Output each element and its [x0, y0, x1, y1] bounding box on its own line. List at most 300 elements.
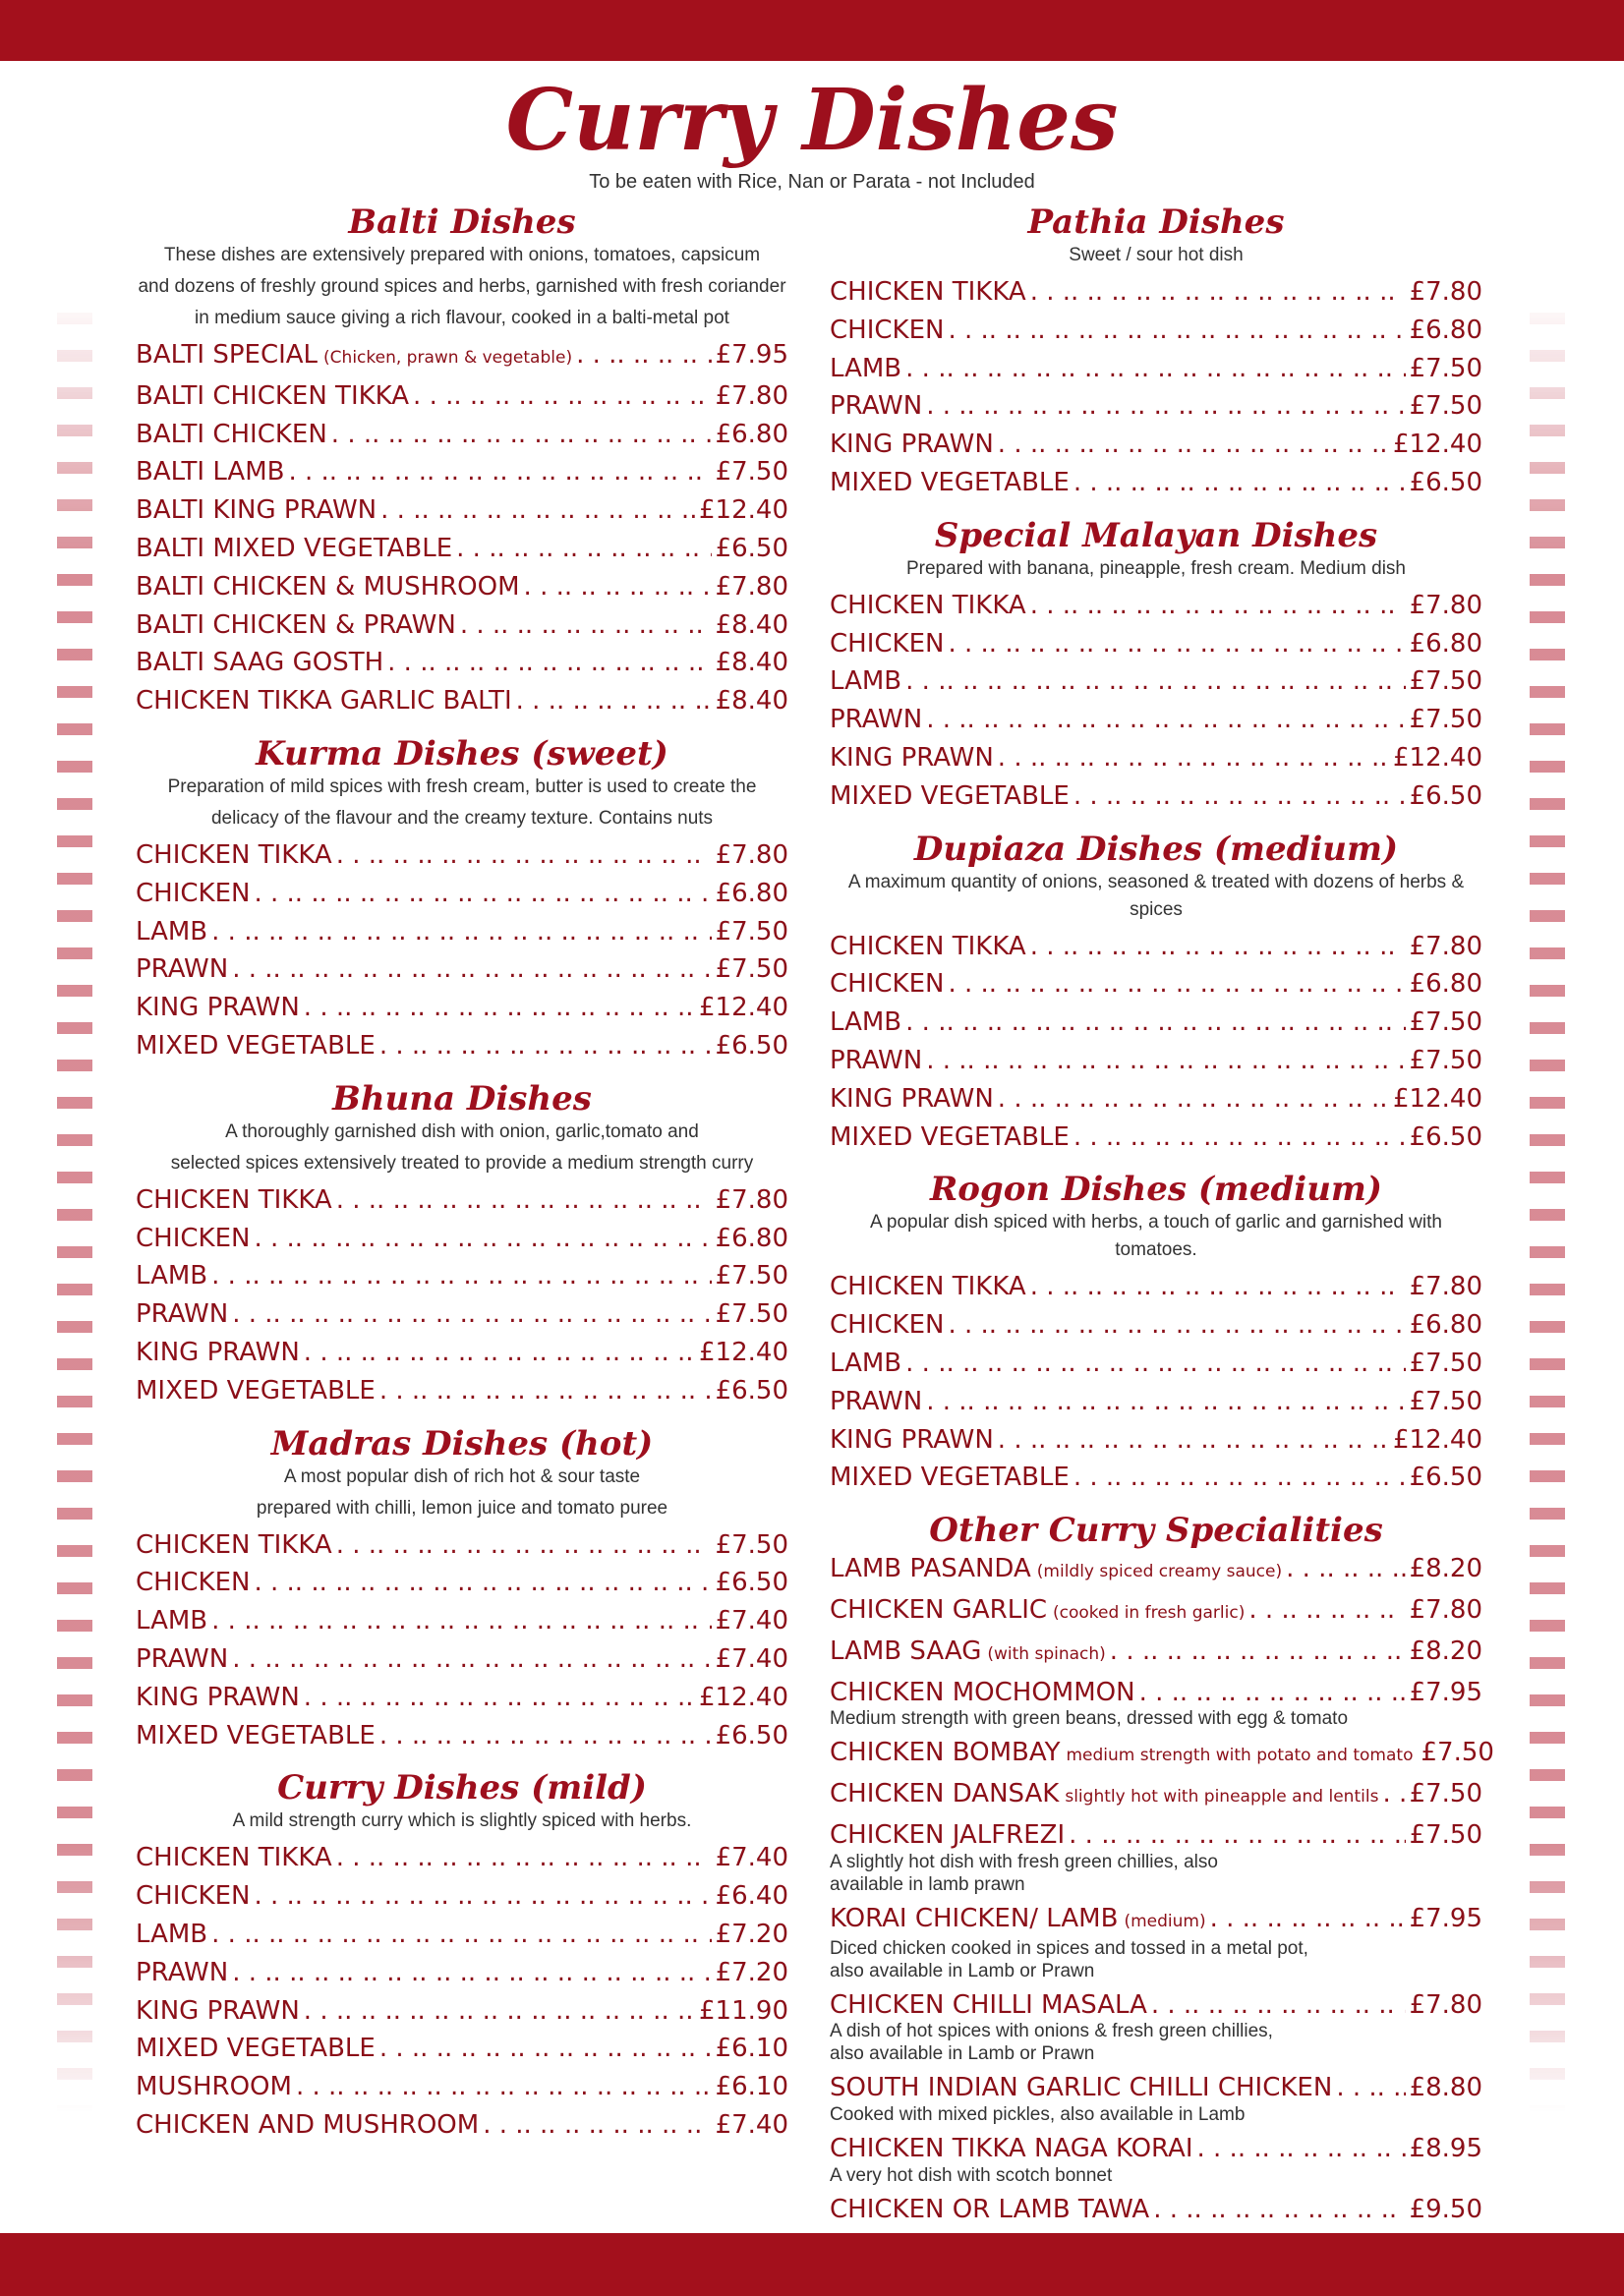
dot-leader — [304, 1992, 695, 2031]
dot-leader — [379, 1717, 712, 1755]
item-price: £7.80 — [1409, 1989, 1482, 2020]
item-price: £6.80 — [715, 878, 788, 908]
item-name: BALTI CHICKEN TIKKA — [136, 380, 410, 411]
dot-leader — [1110, 1633, 1406, 1671]
dot-leader — [1069, 1816, 1405, 1855]
item-name: MIXED VEGETABLE — [136, 1375, 376, 1406]
menu-item — [136, 1220, 788, 1258]
dot-leader — [460, 606, 712, 645]
dot-leader — [948, 1306, 1405, 1345]
dot-leader — [232, 1954, 711, 1992]
section-description: A thoroughly garnished dish with onion, garlic,tomato and — [225, 1120, 699, 1142]
item-name: CHICKEN OR LAMB TAWA — [830, 2194, 1150, 2224]
item-name: KING PRAWN — [136, 1337, 300, 1367]
dot-leader — [456, 530, 711, 568]
item-price: £7.80 — [1409, 931, 1482, 961]
menu-item — [136, 530, 788, 568]
item-price: £7.50 — [1409, 1779, 1482, 1809]
item-name: CHICKEN BOMBAY — [830, 1738, 1061, 1768]
section-curry-dishes-mild — [136, 1768, 788, 2144]
menu-item — [830, 1345, 1482, 1383]
dot-leader — [211, 913, 711, 951]
dot-leader — [232, 1640, 711, 1679]
item-note: slightly hot with pineapple and lentils — [1065, 1787, 1379, 1808]
section-rogon-dishes-medium — [830, 1170, 1482, 1511]
item-price: £6.50 — [715, 1375, 788, 1406]
menu-item — [830, 1674, 1482, 1712]
menu-item — [830, 1119, 1482, 1157]
item-price: £8.40 — [715, 648, 788, 678]
dot-leader — [380, 491, 695, 530]
item-name: MIXED VEGETABLE — [136, 2034, 376, 2064]
top-band — [0, 0, 1624, 61]
menu-item — [136, 568, 788, 606]
menu-item — [136, 1679, 788, 1717]
item-name: PRAWN — [136, 1643, 229, 1674]
item-price: £7.50 — [715, 916, 788, 947]
item-name: CHICKEN — [136, 878, 251, 908]
dot-leader — [1030, 928, 1406, 966]
dot-leader — [336, 836, 712, 875]
section-title: Pathia Dishes — [1027, 202, 1285, 242]
dot-leader — [1151, 1986, 1406, 2025]
item-price: £7.50 — [1421, 1738, 1494, 1768]
menu-item — [830, 1042, 1482, 1080]
dot-leader — [296, 2068, 712, 2106]
menu-item — [136, 1181, 788, 1220]
left-column — [136, 202, 788, 2145]
menu-item — [830, 1004, 1482, 1042]
dot-leader — [254, 1220, 711, 1258]
item-price: £6.80 — [1409, 969, 1482, 1000]
menu-item — [136, 1526, 788, 1565]
menu-item — [136, 416, 788, 454]
item-price: £12.40 — [699, 1682, 788, 1712]
item-name: CHICKEN — [830, 315, 945, 345]
menu-item — [136, 875, 788, 913]
dot-leader — [232, 950, 711, 989]
menu-item — [136, 1295, 788, 1334]
item-price: £8.40 — [715, 686, 788, 717]
item-price: £6.50 — [1409, 467, 1482, 497]
item-price: £11.90 — [699, 1995, 788, 2026]
section-title: Rogon Dishes (medium) — [930, 1170, 1382, 1210]
item-price: £7.40 — [715, 2109, 788, 2140]
menu-item — [830, 273, 1482, 312]
dot-leader — [948, 965, 1405, 1004]
item-name: KING PRAWN — [136, 1995, 300, 2026]
item-price: £7.50 — [1409, 1819, 1482, 1850]
menu-item — [830, 1775, 1482, 1816]
item-price: £6.80 — [715, 1223, 788, 1253]
item-price: £6.80 — [1409, 315, 1482, 345]
item-name: KING PRAWN — [830, 742, 994, 773]
section-title: Kurma Dishes (sweet) — [256, 733, 668, 774]
item-description: Diced chicken cooked in spices and tossed in a metal pot, — [830, 1937, 1308, 1959]
menu-item — [830, 2191, 1482, 2229]
menu-item — [136, 1602, 788, 1640]
dot-leader — [905, 1345, 1405, 1383]
section-description: in medium sauce giving a rich flavour, cooked in a balti-metal pot — [195, 308, 729, 328]
item-name: CHICKEN MOCHOMMON — [830, 1677, 1135, 1707]
menu-item — [830, 387, 1482, 426]
section-description: selected spices extensively treated to provide a medium strength curry — [170, 1152, 754, 1174]
item-note: (cooked in fresh garlic) — [1053, 1602, 1246, 1623]
item-name: MIXED VEGETABLE — [136, 1720, 376, 1751]
menu-item — [136, 1334, 788, 1372]
menu-item — [830, 1591, 1482, 1633]
item-name: LAMB — [830, 353, 902, 383]
menu-item — [830, 350, 1482, 388]
item-price: £7.80 — [1409, 1272, 1482, 1302]
item-price: £12.40 — [1393, 430, 1482, 460]
item-name: CHICKEN JALFREZI — [830, 1819, 1066, 1850]
menu-item — [830, 1421, 1482, 1460]
item-name: CHICKEN TIKKA NAGA KORAI — [830, 2134, 1193, 2164]
menu-item — [830, 2069, 1482, 2107]
menu-item — [136, 1027, 788, 1065]
menu-item — [136, 377, 788, 416]
section-madras-dishes-hot — [136, 1424, 788, 1769]
dot-leader — [1153, 2191, 1405, 2229]
item-name: CHICKEN TIKKA — [136, 1529, 332, 1560]
bottom-band — [0, 2233, 1624, 2296]
dot-leader — [1248, 1591, 1405, 1630]
menu-item — [830, 1080, 1482, 1119]
section-description: A mild strength curry which is slightly spiced with herbs. — [232, 1810, 692, 1832]
item-name: KING PRAWN — [830, 1424, 994, 1455]
menu-item — [136, 1372, 788, 1410]
item-name: LAMB — [830, 666, 902, 697]
dot-leader — [379, 2030, 712, 2068]
menu-item — [830, 1550, 1482, 1591]
menu-item — [136, 2106, 788, 2145]
menu-item — [136, 1839, 788, 1877]
dot-leader — [998, 1421, 1389, 1460]
item-name: CHICKEN — [136, 1223, 251, 1253]
item-price: £8.20 — [1409, 1636, 1482, 1666]
item-name: BALTI SAAG GOSTH — [136, 648, 384, 678]
item-name: CHICKEN TIKKA GARLIC BALTI — [136, 686, 512, 717]
item-price: £7.80 — [715, 839, 788, 870]
item-name: CHICKEN DANSAK — [830, 1779, 1060, 1809]
dot-leader — [254, 875, 711, 913]
item-name: KING PRAWN — [136, 993, 300, 1023]
item-price: £7.20 — [715, 1919, 788, 1949]
item-price: £12.40 — [1393, 1083, 1482, 1114]
menu-item — [136, 913, 788, 951]
section-title: Bhuna Dishes — [332, 1078, 592, 1119]
item-description: Cooked with mixed pickles, also available in Lamb — [830, 2104, 1246, 2126]
dot-leader — [1286, 1550, 1405, 1588]
dot-leader — [1030, 1268, 1406, 1306]
item-name: BALTI MIXED VEGETABLE — [136, 533, 453, 563]
menu-item — [830, 426, 1482, 464]
dot-leader — [254, 1564, 711, 1602]
dot-leader — [254, 1877, 711, 1916]
section-pathia-dishes — [830, 202, 1482, 516]
dot-leader — [905, 350, 1405, 388]
item-name: LAMB — [136, 1261, 208, 1292]
item-name: BALTI CHICKEN — [136, 419, 327, 449]
item-price: £6.40 — [715, 1881, 788, 1912]
item-name: LAMB — [136, 1919, 208, 1949]
menu-item — [830, 965, 1482, 1004]
left-border-decoration — [57, 295, 92, 2113]
item-price: £6.50 — [1409, 1121, 1482, 1152]
item-price: £7.80 — [1409, 1594, 1482, 1625]
item-price: £12.40 — [1393, 1424, 1482, 1455]
menu-item — [830, 587, 1482, 625]
section-description: A most popular dish of rich hot & sour taste — [283, 1465, 641, 1487]
section-description: delicacy of the flavour and the creamy texture. Contains nuts — [210, 807, 714, 829]
right-border-decoration — [1530, 295, 1565, 2113]
item-name: CHICKEN — [830, 1310, 945, 1341]
item-price: £6.50 — [715, 1720, 788, 1751]
menu-item — [136, 1954, 788, 1992]
dot-leader — [1197, 2130, 1406, 2168]
item-price: £6.50 — [715, 1568, 788, 1598]
item-name: LAMB PASANDA — [830, 1554, 1031, 1584]
dot-leader — [926, 1042, 1405, 1080]
item-price: £7.20 — [715, 1957, 788, 1987]
dot-leader — [304, 989, 695, 1027]
item-name: CHICKEN TIKKA — [136, 1843, 332, 1873]
item-name: KING PRAWN — [136, 1682, 300, 1712]
item-description: A dish of hot spices with onions & fresh green chillies, — [830, 2021, 1273, 2042]
item-price: £6.10 — [715, 2034, 788, 2064]
dot-leader — [1210, 1900, 1406, 1938]
menu-item — [136, 1257, 788, 1295]
item-name: PRAWN — [830, 705, 923, 735]
dot-leader — [232, 1295, 711, 1334]
item-name: MIXED VEGETABLE — [830, 780, 1070, 811]
menu-item — [830, 928, 1482, 966]
menu-item — [136, 989, 788, 1027]
section-other-curry-specialities — [830, 1511, 1494, 2267]
item-name: MIXED VEGETABLE — [830, 1463, 1070, 1493]
item-name: CHICKEN TIKKA — [830, 590, 1026, 620]
dot-leader — [379, 1027, 712, 1065]
dot-leader — [998, 739, 1389, 777]
dot-leader — [413, 377, 712, 416]
item-name: CHICKEN TIKKA — [136, 1184, 332, 1215]
section-description: Sweet / sour hot dish — [1069, 245, 1244, 265]
item-name: BALTI CHICKEN & MUSHROOM — [136, 571, 520, 602]
menu-item — [830, 701, 1482, 739]
section-title: Curry Dishes (mild) — [277, 1768, 647, 1808]
item-name: KING PRAWN — [830, 1083, 994, 1114]
item-description: A very hot dish with scotch bonnet — [830, 2164, 1113, 2186]
item-price: £7.50 — [1409, 1386, 1482, 1416]
item-price: £6.50 — [715, 1030, 788, 1061]
item-price: £12.40 — [1393, 742, 1482, 773]
dot-leader — [211, 1916, 711, 1954]
item-price: £7.80 — [1409, 590, 1482, 620]
dot-leader — [1336, 2069, 1405, 2107]
menu-item — [136, 336, 788, 377]
item-name: CHICKEN TIKKA — [830, 931, 1026, 961]
menu-item — [830, 1816, 1482, 1855]
item-price: £6.80 — [1409, 1310, 1482, 1341]
menu-item — [136, 1640, 788, 1679]
menu-item — [136, 491, 788, 530]
menu-item — [830, 739, 1482, 777]
menu-item — [136, 453, 788, 491]
item-price: £7.95 — [1409, 1903, 1482, 1933]
item-price: £7.95 — [715, 340, 788, 370]
section-title: Balti Dishes — [348, 202, 576, 242]
section-description: These dishes are extensively prepared with onions, tomatoes, capsicum — [163, 245, 761, 265]
item-name: CHICKEN — [136, 1881, 251, 1912]
item-name: PRAWN — [830, 1386, 923, 1416]
item-price: £6.80 — [715, 419, 788, 449]
item-name: MIXED VEGETABLE — [136, 1030, 376, 1061]
item-name: CHICKEN AND MUSHROOM — [136, 2109, 480, 2140]
section-title: Dupiaza Dishes (medium) — [913, 829, 1399, 869]
menu-item — [830, 1633, 1482, 1674]
dot-leader — [926, 387, 1405, 426]
item-price: £7.50 — [1409, 666, 1482, 697]
menu-item — [136, 682, 788, 720]
item-name: BALTI KING PRAWN — [136, 495, 377, 526]
item-note: medium strength with potato and tomato — [1066, 1746, 1414, 1766]
section-description: and dozens of freshly ground spices and herbs, garnished with fresh coriander — [138, 276, 786, 297]
section-title: Madras Dishes (hot) — [270, 1423, 654, 1464]
menu-item — [136, 1564, 788, 1602]
item-description: available in lamb prawn — [830, 1873, 1025, 1895]
item-price: £8.95 — [1409, 2134, 1482, 2164]
section-balti-dishes — [136, 202, 788, 734]
item-name: CHICKEN — [136, 1568, 251, 1598]
menu-item — [830, 1734, 1494, 1775]
menu-item — [136, 606, 788, 645]
item-name: PRAWN — [136, 1957, 229, 1987]
item-name: LAMB — [830, 1348, 902, 1378]
dot-leader — [905, 1004, 1405, 1042]
section-title: Special Malayan Dishes — [934, 515, 1378, 555]
item-note: (medium) — [1124, 1911, 1206, 1931]
menu-item — [136, 950, 788, 989]
dot-leader — [1073, 464, 1406, 502]
menu-item — [830, 1900, 1482, 1941]
menu-item — [136, 1992, 788, 2031]
item-name: CHICKEN GARLIC — [830, 1594, 1048, 1625]
menu-item — [136, 1877, 788, 1916]
section-dupiaza-dishes-medium — [830, 830, 1482, 1171]
dot-leader — [576, 336, 711, 374]
item-name: LAMB — [136, 916, 208, 947]
item-name: CHICKEN TIKKA — [830, 277, 1026, 307]
item-price: £9.50 — [1409, 2194, 1482, 2224]
dot-leader — [1139, 1674, 1406, 1712]
dot-leader — [387, 644, 711, 682]
item-name: CHICKEN CHILLI MASALA — [830, 1989, 1147, 2020]
menu-item — [830, 1383, 1482, 1421]
item-name: PRAWN — [830, 1045, 923, 1075]
dot-leader — [1382, 1775, 1405, 1813]
item-name: KING PRAWN — [830, 430, 994, 460]
section-title: Other Curry Specialities — [929, 1511, 1383, 1551]
item-name: SOUTH INDIAN GARLIC CHILLI CHICKEN — [830, 2073, 1333, 2103]
dot-leader — [379, 1372, 712, 1410]
item-price: £7.50 — [1409, 1348, 1482, 1378]
menu-item — [136, 644, 788, 682]
menu-item — [830, 625, 1482, 663]
item-price: £12.40 — [699, 993, 788, 1023]
section-description: A popular dish spiced with herbs, a touch of garlic and garnished with tomatoes. — [870, 1212, 1442, 1261]
section-bhuna-dishes — [136, 1079, 788, 1424]
item-price: £8.80 — [1409, 2073, 1482, 2103]
item-price: £7.80 — [715, 380, 788, 411]
item-name: MIXED VEGETABLE — [830, 1121, 1070, 1152]
item-price: £7.50 — [1409, 353, 1482, 383]
item-name: MUSHROOM — [136, 2072, 292, 2102]
dot-leader — [998, 1080, 1389, 1119]
dot-leader — [998, 426, 1389, 464]
item-description: A slightly hot dish with fresh green chillies, also — [830, 1851, 1218, 1872]
dot-leader — [1030, 587, 1406, 625]
dot-leader — [1073, 1459, 1406, 1497]
menu-item — [136, 2068, 788, 2106]
item-price: £7.80 — [715, 1184, 788, 1215]
item-price: £12.40 — [699, 1337, 788, 1367]
section-description: A maximum quantity of onions, seasoned & treated with dozens of herbs & spices — [847, 871, 1465, 920]
item-description: Medium strength with green beans, dressed with egg & tomato — [830, 1708, 1349, 1730]
item-price: £7.50 — [1409, 705, 1482, 735]
right-column — [830, 202, 1494, 2267]
item-name: KORAI CHICKEN/ LAMB — [830, 1903, 1119, 1933]
dot-leader — [483, 2106, 711, 2145]
item-price: £7.50 — [1409, 1045, 1482, 1075]
menu-item — [136, 1916, 788, 1954]
item-description: also available in Lamb or Prawn — [830, 2043, 1095, 2065]
dot-leader — [948, 312, 1405, 350]
dot-leader — [1073, 1119, 1406, 1157]
item-price: £7.50 — [715, 954, 788, 985]
item-name: LAMB — [136, 1606, 208, 1636]
dot-leader — [926, 1383, 1405, 1421]
item-name: CHICKEN TIKKA — [830, 1272, 1026, 1302]
item-note: (Chicken, prawn & vegetable) — [323, 348, 573, 368]
item-name: LAMB — [830, 1007, 902, 1038]
dot-leader — [1030, 273, 1406, 312]
dot-leader — [1073, 777, 1406, 816]
item-price: £7.50 — [715, 457, 788, 488]
item-name: BALTI LAMB — [136, 457, 285, 488]
item-name: LAMB SAAG — [830, 1636, 982, 1666]
item-note: (with spinach) — [987, 1643, 1106, 1664]
item-price: £12.40 — [699, 495, 788, 526]
dot-leader — [336, 1526, 712, 1565]
item-price: £6.80 — [1409, 628, 1482, 659]
item-description: also available in Lamb or Prawn — [830, 1960, 1095, 1981]
dot-leader — [331, 416, 712, 454]
dot-leader — [304, 1334, 695, 1372]
menu-item — [830, 1268, 1482, 1306]
dot-leader — [905, 662, 1405, 701]
page-subtitle: To be eaten with Rice, Nan or Parata - not Included — [589, 171, 1035, 193]
dot-leader — [524, 568, 712, 606]
item-name: PRAWN — [830, 391, 923, 422]
item-price: £7.40 — [715, 1606, 788, 1636]
item-price: £7.50 — [1409, 391, 1482, 422]
item-name: BALTI CHICKEN & PRAWN — [136, 609, 456, 640]
menu-item — [830, 312, 1482, 350]
dot-leader — [288, 453, 711, 491]
item-name: MIXED VEGETABLE — [830, 467, 1070, 497]
menu-item — [830, 1306, 1482, 1345]
